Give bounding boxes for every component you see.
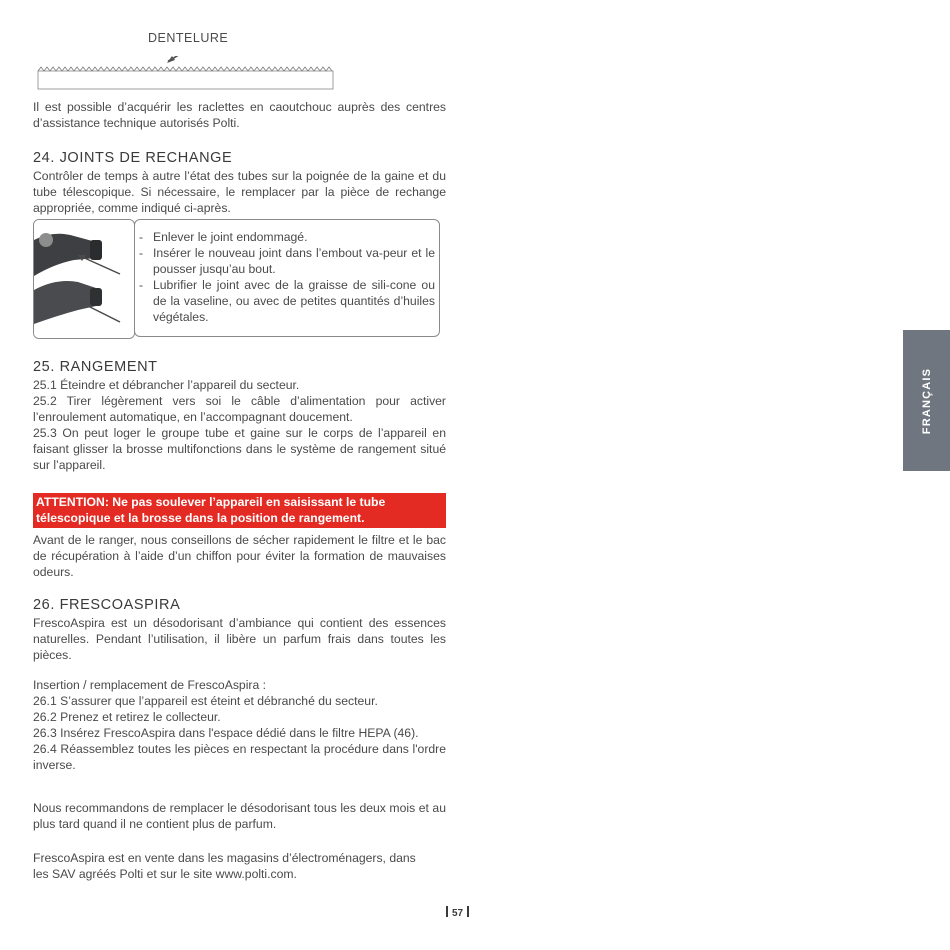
section-25-step-1: 25.1 Éteindre et débrancher l’appareil du secteur. [33,378,300,392]
section-26-step-1: 26.1 S’assurer que l’appareil est éteint et débranché du secteur. [33,694,378,708]
section-25-step-2: 25.2 Tirer légèrement vers soi le câble d’alimentation pour activer l’enroulement automatique, en l’accompagnant doucement. [33,394,446,424]
seal-replacement-photo [33,219,135,339]
section-24-title: 24. JOINTS DE RECHANGE [33,150,233,166]
intro-paragraph: Il est possible d’acquérir les raclettes en caoutchouc auprès des centres d’assistance technique autorisés Polti. [33,100,446,130]
section-26-step-2: 26.2 Prenez et retirez le collecteur. [33,710,221,724]
hose-handle-illustration [34,220,134,338]
section-26-intro: FrescoAspira est un désodorisant d’ambiance qui contient des essences naturelles. Pendant l’utilisation, il libère un parfum frais dans toutes les pièces. [33,616,446,662]
language-tab [903,330,950,471]
section-26-step-3: 26.3 Insérez FrescoAspira dans l'espace dédié dans le filtre HEPA (46). [33,726,419,740]
seal-replacement-steps [134,219,440,337]
storage-warning: ATTENTION: Ne pas soulever l’appareil en saisissant le tube télescopique et la brosse dans la position de rangement. [33,493,446,528]
language-tab-label: FRANÇAIS [920,367,933,434]
step-item: - Lubrifier le joint avec de la graisse de sili-cone ou de la vaseline, ou avec de petites quantités d’huiles végétales. [139,277,435,325]
section-26-recommendation: Nous recommandons de remplacer le désodorisant tous les deux mois et au plus tard quand il ne contient plus de parfum. [33,801,446,831]
section-26-title: 26. FRESCOASPIRA [33,597,181,613]
page-number [442,906,473,919]
section-25-step-3: 25.3 On peut loger le groupe tube et gaine sur le corps de l’appareil en faisant glisser la brosse multifonctions dans le système de rangement situé sur l’appareil. [33,426,446,472]
section-25-after: Avant de le ranger, nous conseillons de sécher rapidement le filtre et le bac de récupération à l’aide d’un chiffon pour éviter la formation de mauvaises odeurs. [33,533,446,579]
section-25-title: 25. RANGEMENT [33,359,158,375]
section-26-availability: FrescoAspira est en vente dans les magasins d’électroménagers, dans les SAV agréés Polti et sur le site www.polti.com. [33,851,416,881]
step-item: - Insérer le nouveau joint dans l’embout va-peur et le pousser jusqu’au bout. [139,245,435,277]
page-number-value: 57 [452,908,464,919]
squeegee-blade-illustration [36,56,336,92]
serration-label: DENTELURE [148,31,229,45]
section-26-step-4: 26.4 Réassemblez toutes les pièces en respectant la procédure dans l'ordre inverse. [33,742,446,772]
section-26-steps-title: Insertion / remplacement de FrescoAspira : [33,678,267,692]
step-item: - Enlever le joint endommagé. [139,229,435,245]
section-24-paragraph: Contrôler de temps à autre l’état des tubes sur la poignée de la gaine et du tube télescopique. Si nécessaire, le remplacer par la pièce de rechange appropriée, comme indiqué ci-après. [33,169,446,215]
page-number-divider [446,906,448,917]
page-number-divider [467,906,469,917]
